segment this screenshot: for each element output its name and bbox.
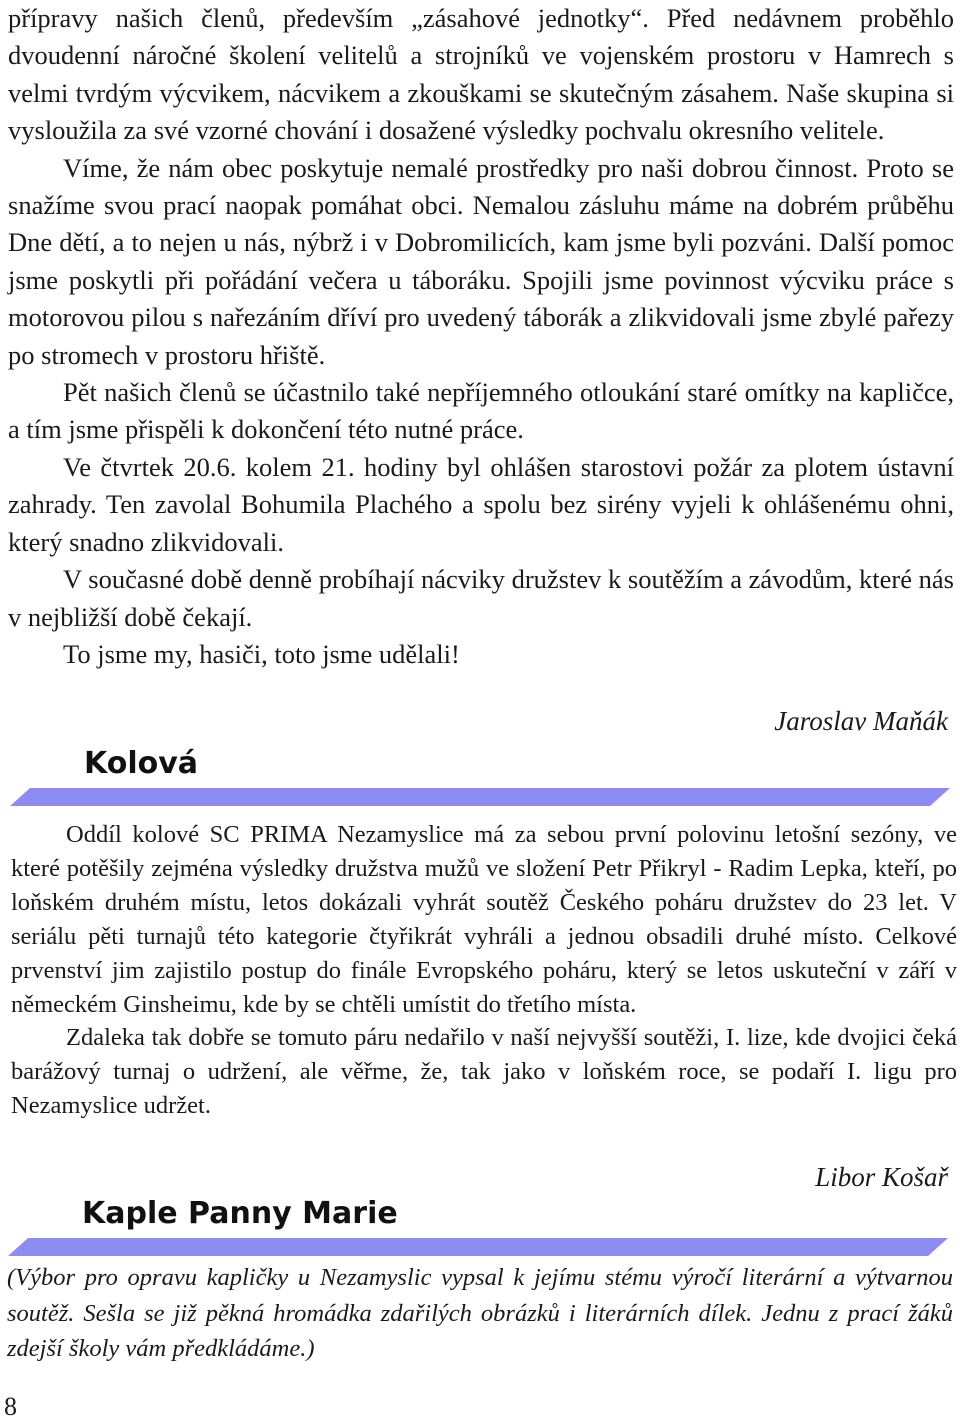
article-paragraph: Zdaleka tak dobře se tomuto páru nedařilo v naší nejvyšší soutěži, I. lize, kde dvojici čeká barážový turnaj o udržení, ale věřme, že, tak jako v loňském roce, se podaří I. ligu pro Nezamyslice udržet. <box>11 1024 957 1120</box>
section-divider-bar <box>10 788 950 806</box>
kolova-article-body <box>11 818 957 1123</box>
article-paragraph: Oddíl kolové SC PRIMA Nezamyslice má za sebou první polovinu letošní sezóny, ve které potěšily zejména výsledky družstva mužů ve složení Petr Přikryl - Radim Lepka, kteří, po loňském druhém místu, letos dokázali vyhrát soutěž Českého poháru družstev do 23 let. V seriálu pěti turnajů této kategorie čtyřikrát vyhráli a jednou obsadili druhé místo. Celkové prvenství jim zajistilo postup do finále Evropského poháru, který se letos uskuteční v září v německém Ginsheimu, kde by se chtěli umístit do třetího místa. <box>11 821 957 1018</box>
divider-shape <box>10 788 950 806</box>
page-number: 8 <box>4 1392 17 1421</box>
divider-shape <box>8 1238 948 1256</box>
kaple-intro <box>7 1260 953 1367</box>
section-divider-bar <box>8 1238 948 1256</box>
article-paragraph: Ve čtvrtek 20.6. kolem 21. hodiny byl ohlášen starostovi požár za plotem ústavní zahrady. Ten zavolal Bohumila Plachého a spolu bez sirény vyjeli k ohlášenému ohni, který snadno zlikvidovali. <box>8 451 954 557</box>
article-paragraph: V současné době denně probíhají nácviky družstev k soutěžím a závodům, které nás v nejbližší době čekají. <box>8 564 954 632</box>
section-heading-kolova: Kolová <box>84 746 199 781</box>
article-paragraph: Víme, že nám obec poskytuje nemalé prostředky pro naši dobrou činnost. Proto se snažíme svou prací naopak pomáhat obci. Nemalou zásluhu máme na dobrém průběhu Dne dětí, a to nejen u nás, nýbrž i v Dobromilicích, kam jsme byli pozváni. Další pomoc jsme poskytli při pořádání večera u táboráku. Spojili jsme povinnost výcviku práce s motorovou pilou s nařezáním dříví pro uvedený táborák a zlikvidovali jsme zbylé pařezy po stromech v prostoru hřiště. <box>8 152 954 370</box>
hasici-article-body <box>8 0 954 673</box>
article-paragraph: (Výbor pro opravu kapličky u Nezamyslic vypsal k jejímu stému výročí literární a výtvarnou soutěž. Sešla se již pěkná hromádka zdařilých obrázků i literárních dílek. Jednu z prací žáků zdejší školy vám předkládáme.) <box>7 1264 953 1362</box>
section-heading-kaple: Kaple Panny Marie <box>82 1196 398 1231</box>
article-paragraph: Pět našich členů se účastnilo také nepříjemného otloukání staré omítky na kapličce, a tím jsme přispěli k dokončení této nutné práce. <box>8 377 954 445</box>
article-paragraph: přípravy našich členů, především „zásahové jednotky“. Před nedávnem proběhlo dvoudenní náročné školení velitelů a strojníků ve vojenském prostoru v Hamrech s velmi tvrdým výcvikem, nácvikem a zkouškami se skutečným zásahem. Naše skupina si vysloužila za své vzorné chování i dosažené výsledky pochvalu okresního velitele. <box>8 3 954 146</box>
author-signature: Libor Košař <box>815 1162 948 1192</box>
author-signature: Jaroslav Maňák <box>774 706 948 736</box>
article-paragraph: To jsme my, hasiči, toto jsme udělali! <box>63 638 460 669</box>
